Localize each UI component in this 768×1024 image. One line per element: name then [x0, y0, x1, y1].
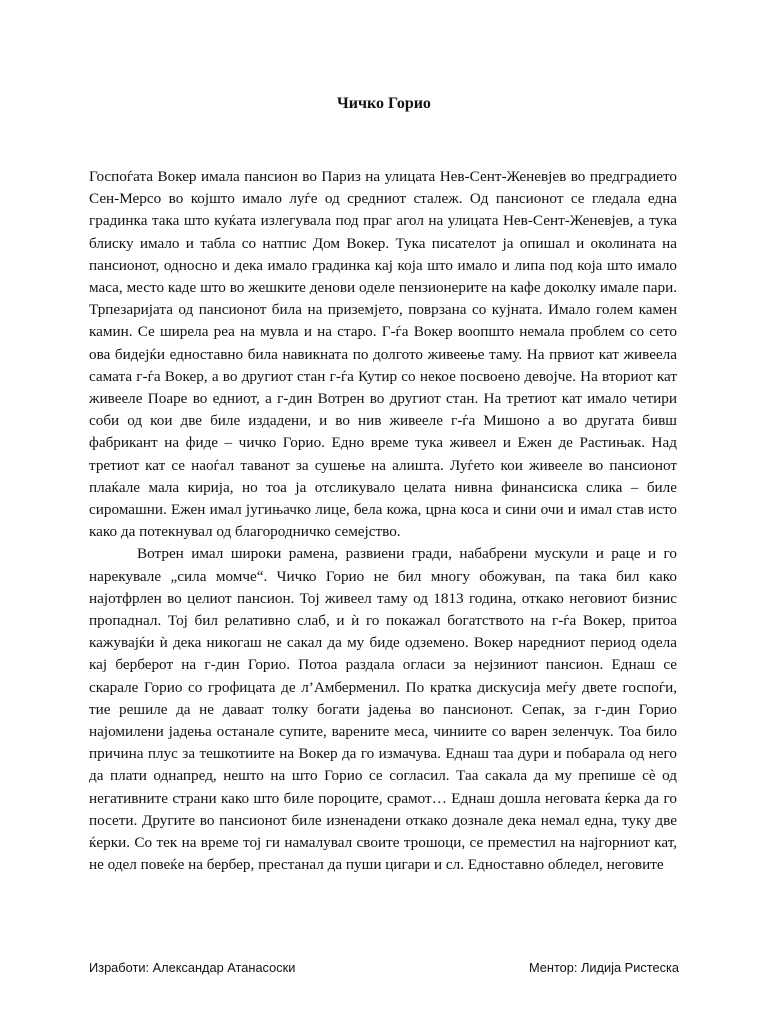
paragraph-2: Вотрен имал широки рамена, развиени гради, набабрени мускули и раце и го нарекувале „сила момче“. Чичко Горио не бил многу обожуван, па така бил како најотфрлен во целиот пансион. Тој живеел таму од 1813 година, откако неговиот бизнис пропаднал. Тој бил релативно слаб, и ѝ го покажал богатството на г-ѓа Вокер, притоа кажувајќи ѝ дека никогаш не сакал да му биде одземено. Вокер наредниот период одела кај берберот на г-дин Горио. Потоа раздала огласи за нејзиниот пансион. Еднаш се скарале Горио со грофицата де л’Амберменил. По кратка дискусија меѓу двете госпоѓи, тие решиле да не даваат толку богати јадења во пансионот. Сепак, за г-дин Горио најомилени јадења останале супите, варените меса, чиниите со варен зеленчук. Тоа било причина плус за тешкотиите на Вокер да го измачува. Еднаш таа дури и побарала од него да плати однапред, нешто на што Горио се согласил. Таа сакала да му препише сè од негативните страни како што биле пороците, срамот… Еднаш дошла неговата ќерка да го посети. Другите во пансионот биле изненадени откако дознале дека немал една, туку две ќерки. Со тек на време тој ги намалувал своите трошоци, се преместил на најгорниот кат, не одел повеќе на бербер, престанал да пуши цигари и сл. Едноставно обледел, неговите: [89, 545, 677, 874]
footer-author: Изработи: Александар Атанасоски: [89, 960, 296, 975]
footer-mentor: Ментор: Лидија Ристеска: [528, 960, 679, 975]
body-text: [89, 166, 677, 877]
page-title: Чичко Горио: [337, 95, 431, 112]
page-footer: [89, 960, 679, 975]
paragraph-1: Госпоѓата Вокер имала пансион во Париз на улицата Нев-Сент-Женевјев во предградието Сен-Мерсо во којшто имало луѓе од средниот сталеж. Од пансионот се гледала една градинка така што куќата излегувала под праг агол на улицата Нев-Сент-Женевјев, а тука блиску имало и табла со натпис Дом Вокер. Тука писателот ја опишал и околината на пансионот, односно и дека имало градинка кај која што имало и липа под која што имало маса, место каде што во жешките денови оделе пензионерите на кафе доколку имале пари. Трпезаријата од пансионот била на приземјето, поврзана со кујната. Имало голем камен камин. Се ширела реа на мувла и на старо. Г-ѓа Вокер воопшто немала проблем со сето ова бидејќи едноставно била навикната по долгото живеење таму. На првиот кат живеела самата г-ѓа Вокер, а во другиот стан г-ѓа Кутир со некое посвоено девојче. На вториот кат живееле Поаре во едниот, а г-дин Вотрен во другиот стан. На третиот кат имало четири соби од кои две биле издадени, и во нив живееле г-ѓа Мишоно а во другата бивш фабрикант на фиде – чичко Горио. Едно време тука живеел и Ежен де Растињак. Над третиот кат се наоѓал таванот за сушење на алишта. Луѓето кои живееле во пансионот плаќале мала кирија, но тоа ја отсликувало целата нивна финансиска слика – биле сиромашни. Ежен имал југињачко лице, бела кожа, црна коса и сини очи и имал став исто како да потекнувал од благородничко семејство.: [89, 168, 677, 541]
